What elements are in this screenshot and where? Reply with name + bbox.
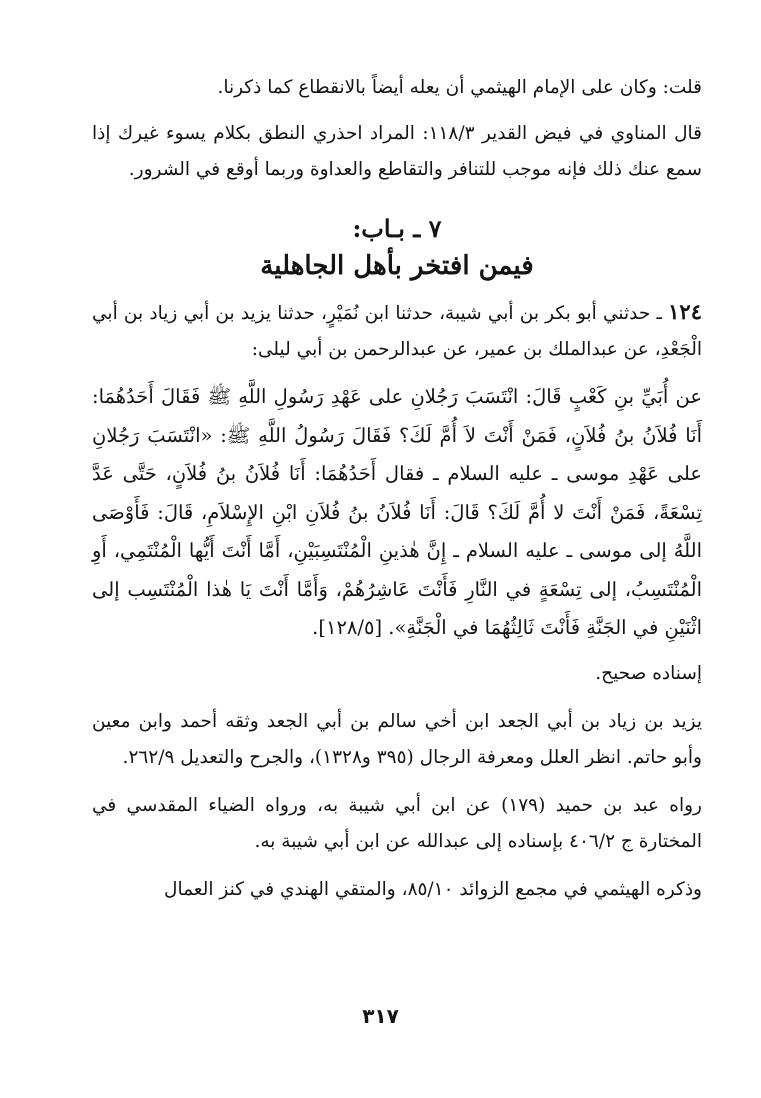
- hadith-isnad-text: ـ حدثني أبو بكر بن أبي شيبة، حدثنا ابن نُمَيْرٍ، حدثنا يزيد بن أبي زياد بن أبي الْجَعْدِ، عن عبدالملك بن عمير، عن عبدالرحمن بن أبي ليلى:: [92, 303, 702, 360]
- chapter-number: ٧ ـ بـاب:: [352, 214, 442, 243]
- note-yazid: يزيد بن زياد بن أبي الجعد ابن أخي سالم بن أبي الجعد وثقه أحمد وابن معين وأبو حاتم. انظر العلل ومعرفة الرجال (٣٩٥ و١٣٢٨)، والجرح والتعديل ٢٦٢/٩.: [92, 710, 702, 768]
- hadith-matn: عن أُبَيِّ بنِ كَعْبٍ قَالَ: انْتَسَبَ رَجُلانِ على عَهْدِ رَسُولِ اللَّهِ ﷺ فَقَالَ أَحَدُهُمَا: أَنَا فُلاَنُ بنُ فُلاَنٍ، فَمَنْ أَنْتَ لاَ أُمَّ لَكَ؟ فَقَالَ رَسُولُ اللَّهِ ﷺ: «انْتَسَبَ رَجُلانِ على عَهْدِ موسى ـ عليه السلام ـ فقال أَحَدُهُمَا: أَنَا فُلاَنُ بنُ فُلاَنٍ، حَتَّى عَدَّ تِسْعَةً، فَمَنْ أَنْتَ لا أُمَّ لَكَ؟ قَالَ: أَنَا فُلاَنُ بنُ فُلاَنِ ابْنِ الإِسْلاَمِ، قَالَ: فَأَوْصَى اللَّهُ إلى موسى ـ عليه السلام ـ إِنَّ هٰذينِ الْمُنْتَسِبَيْنِ، أَمَّا أَنْتَ أَيُّها الْمُنْتَمِي، أَوِ الْمُنْتَسِبُ، إلى تِسْعَةٍ في النَّارِ فَأَنْتَ عَاشِرُهُمْ، وَأَمَّا أَنْتَ يَا هٰذا الْمُنْتَسِب إلى اثْنَيْنِ في الجَنَّةِ فَأَنْتَ ثَالِثُهُمَا في الْجَنَّةِ». [١٢٨/٥].: [92, 385, 702, 639]
- paragraph-qultu: قلت: وكان على الإمام الهيثمي أن يعله أيضاً بالانقطاع كما ذكرنا.: [217, 77, 702, 98]
- page-content: [92, 70, 702, 908]
- page-number: ٣١٧: [362, 1004, 399, 1028]
- chapter-title: فيمن افتخر بأهل الجاهلية: [260, 251, 534, 281]
- isnad-grade: إسناده صحيح.: [595, 662, 702, 684]
- hadith-number: ١٢٤: [668, 299, 702, 324]
- note-haythami: وذكره الهيثمي في مجمع الزوائد ٨٥/١٠، والمتقي الهندي في كنز العمال: [164, 878, 702, 900]
- hadith-isnad: [92, 294, 702, 368]
- paragraph-munawi: قال المناوي في فيض القدير ١١٨/٣: المراد احذري النطق بكلام يسوء غيرك إذا سمع عنك ذلك فإنه موجب للتنافر والتقاطع والعداوة وربما أوقع في الشرور.: [92, 123, 702, 180]
- note-takhrij: رواه عبد بن حميد (١٧٩) عن ابن أبي شيبة به، ورواه الضياء المقدسي في المختارة ج ٤٠٦/٢ بإسناده إلى عبدالله عن ابن أبي شيبة به.: [92, 794, 702, 852]
